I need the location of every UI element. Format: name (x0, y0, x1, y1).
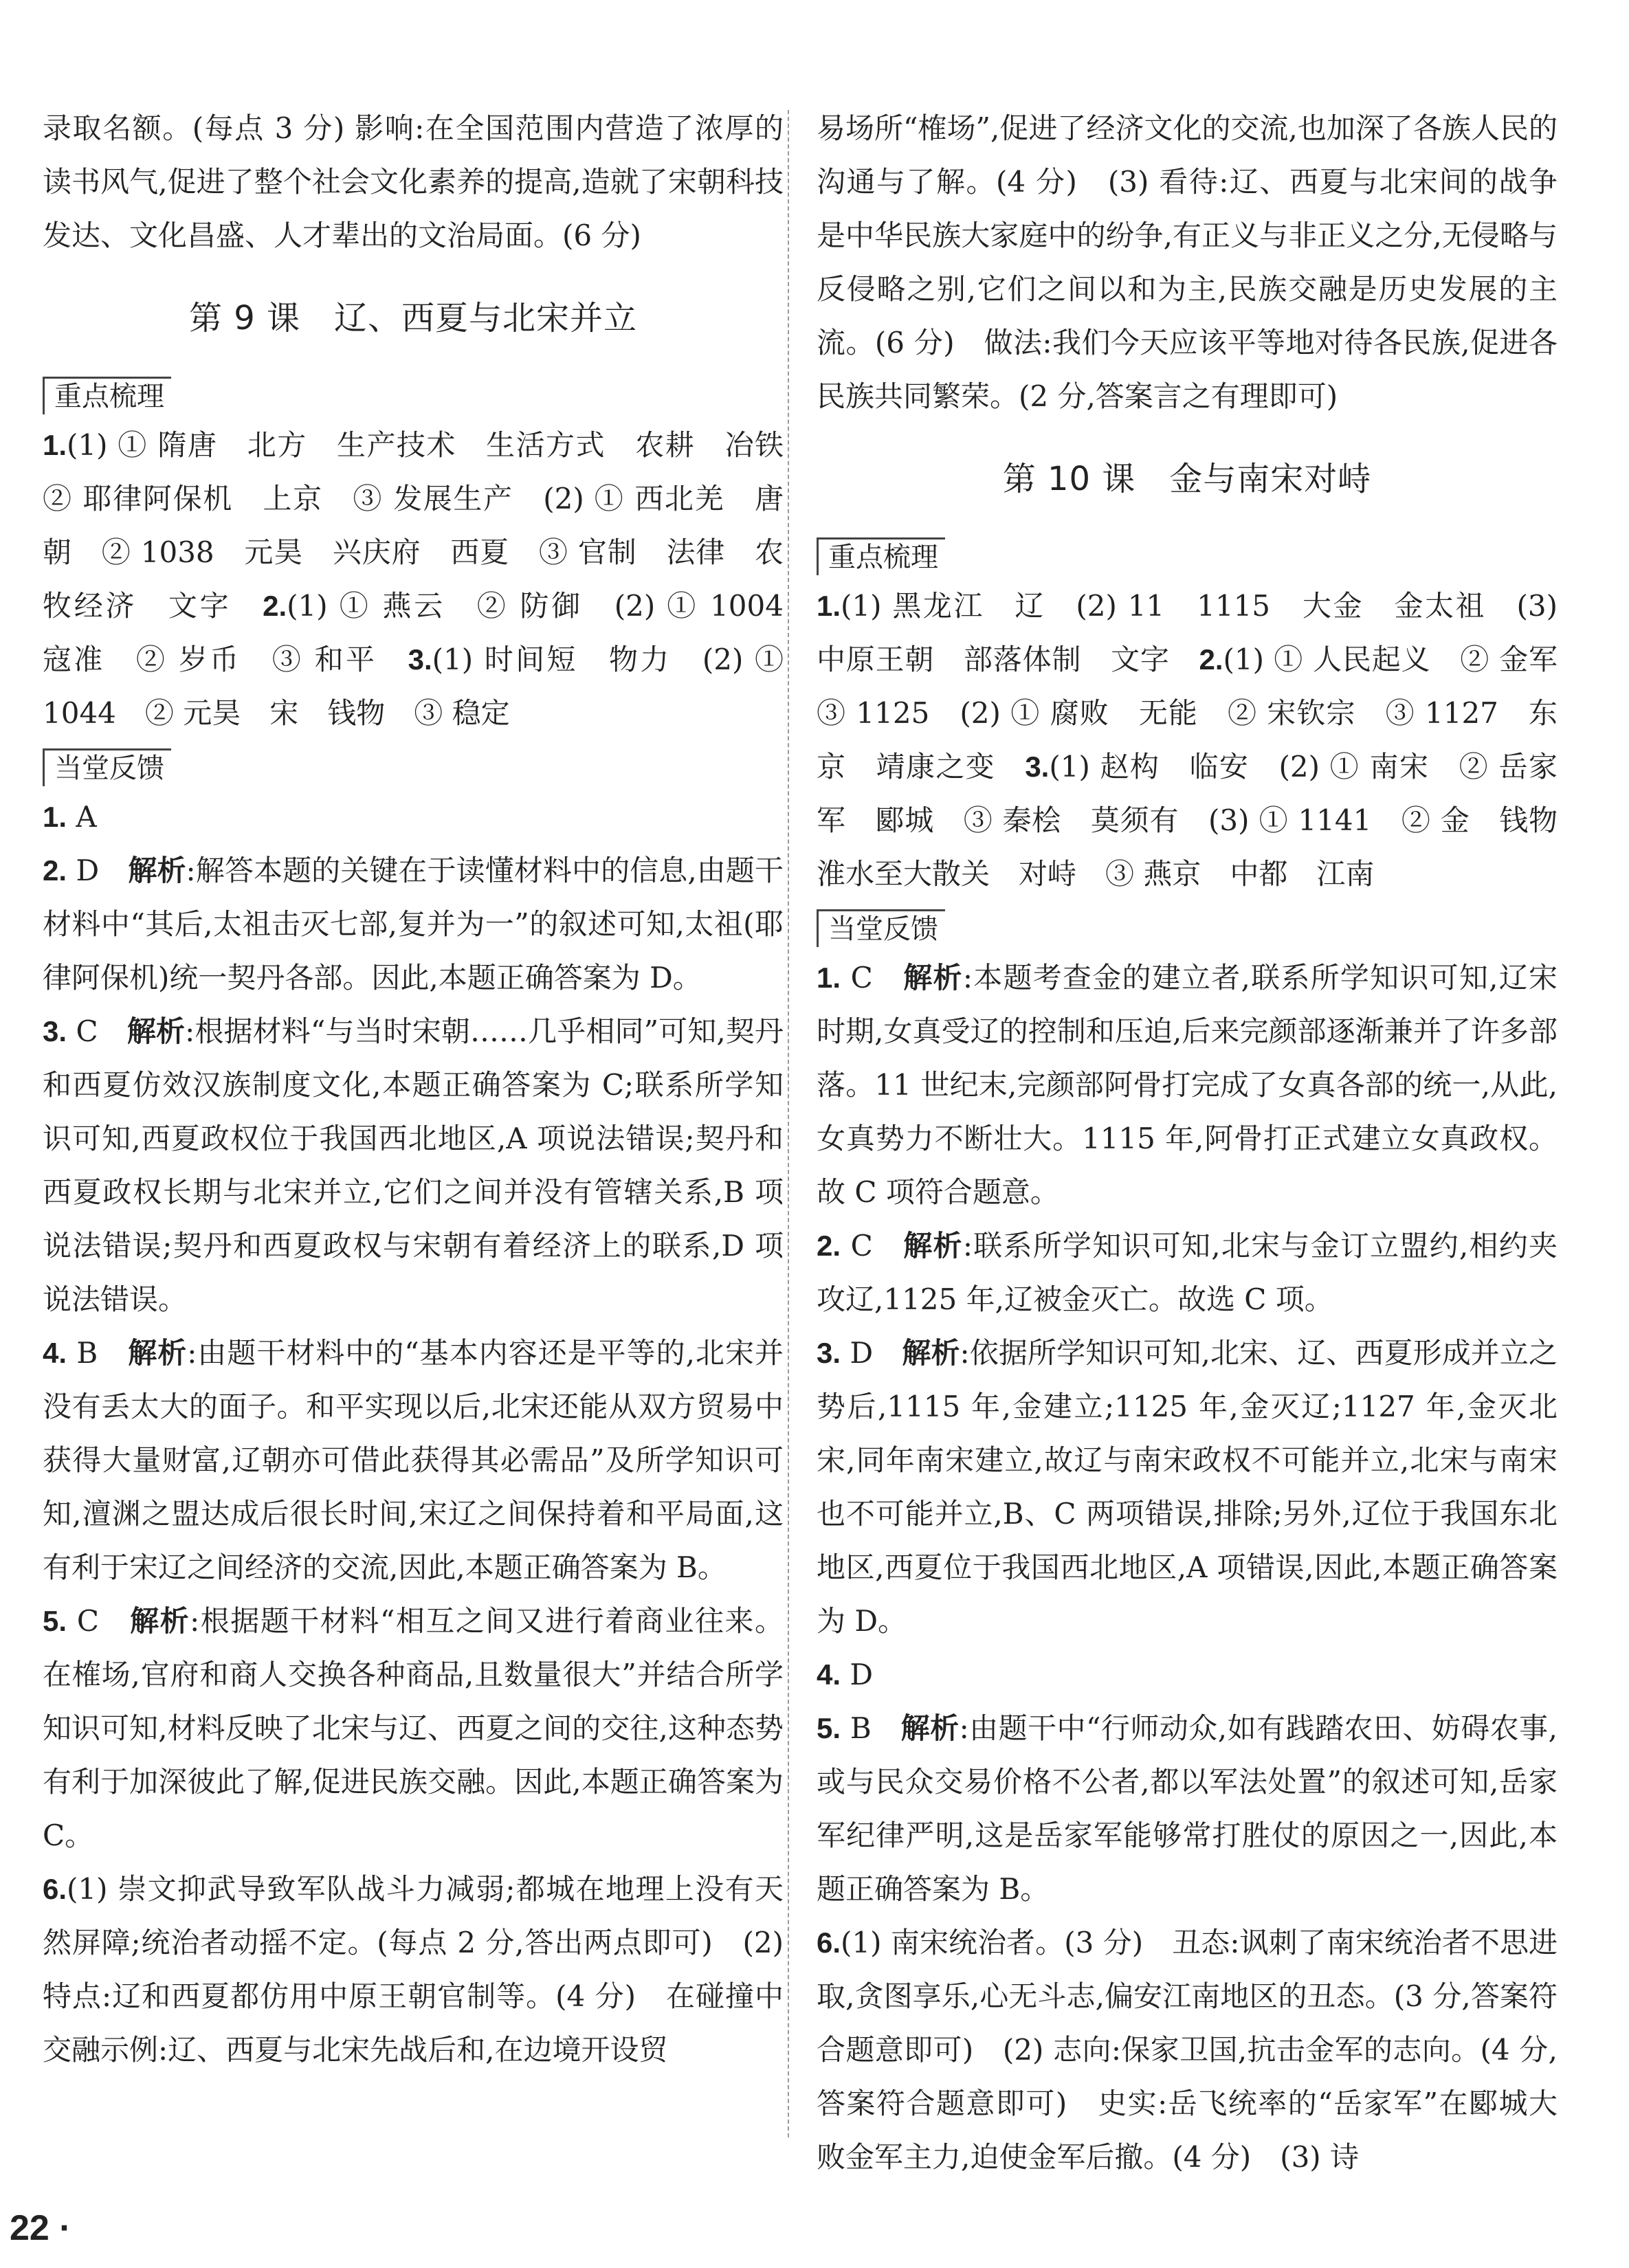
section-label: 重点梳理 (817, 537, 945, 575)
item-number: 3. (817, 1337, 841, 1369)
section-label: 重点梳理 (43, 377, 171, 414)
analysis-label: 解析 (903, 961, 963, 994)
left-feedback-4 (43, 1326, 784, 1594)
right-feedback-4 (817, 1648, 1558, 1702)
right-section-feedback (817, 901, 1558, 951)
item-number: 6. (817, 1926, 841, 1959)
analysis-text: :本题考查金的建立者,联系所学知识可知,辽宋时期,女真受辽的控制和压迫,后来完颜部逐渐兼并了许多部落。11 世纪末,完颜部阿骨打完成了女真各部的统一,从此,女真势力不断壮大。1115 年,阿骨打正式建立女真政权。故 C 项符合题意。 (817, 961, 1558, 1209)
item-number: 4. (817, 1658, 841, 1691)
lesson-10-title: 第 10 课 金与南宋对峙 (1002, 460, 1372, 498)
item-text: (1) ① 人民起义 ② 金军 ③ 1125 (2) ① 腐败 无能 ② 宋钦宗 ③ 1127 东京 靖康之变 (817, 643, 1587, 783)
analysis-label: 解析 (126, 1014, 186, 1048)
right-intro-paragraph: 易场所“榷场”,促进了经济文化的交流,也加深了各族人民的沟通与了解。(4 分) (3) 看待:辽、西夏与北宋间的战争是中华民族大家庭中的纷争,有正义与非正义之分,无侵略与反侵略之别,它们之间以和为主,民族交融是历史发展的主流。(6 分) 做法:我们今天应该平等地对待各民族,促进各民族共同繁荣。(2 分,答案言之有理即可) (817, 111, 1558, 413)
item-text: (1) ① 燕云 ② 防御 (2) ① 1004 寇准 ② 岁币 ③ 和平 (43, 589, 812, 676)
answer-letter: C (850, 1229, 873, 1263)
right-key-points (817, 579, 1587, 901)
right-column (817, 102, 1587, 2184)
lesson-9-title: 第 9 课 辽、西夏与北宋并立 (188, 299, 638, 337)
item-number: 5. (817, 1712, 841, 1744)
item-number: 5. (43, 1605, 67, 1637)
right-feedback-2 (817, 1219, 1558, 1326)
left-section-feedback (43, 740, 784, 790)
item-number: 4. (43, 1337, 67, 1369)
analysis-label: 解析 (902, 1336, 960, 1370)
analysis-label: 解析 (130, 1604, 190, 1638)
item-number: 6. (43, 1873, 67, 1905)
right-feedback-1 (817, 951, 1558, 1219)
analysis-text: :联系所学知识可知,北宋与金订立盟约,相约夹攻辽,1125 年,辽被金灭亡。故选 C 项。 (817, 1229, 1558, 1316)
right-feedback-5 (817, 1702, 1558, 1916)
analysis-label: 解析 (900, 1711, 960, 1745)
item-number: 3. (408, 643, 432, 676)
analysis-label: 解析 (903, 1229, 963, 1263)
item-number: 1. (43, 429, 67, 461)
analysis-text: (1) 崇文抑武导致军队战斗力减弱;都城在地理上没有天然屏障;统治者动摇不定。(每点 2 分,答出两点即可) (2) 特点:辽和西夏都仿用中原王朝官制等。(4 分) 在碰撞中交融示例:辽、西夏与北宋先战后和,在边境开设贸 (43, 1872, 784, 2067)
page-number: 22 · (10, 2208, 71, 2248)
section-label: 当堂反馈 (43, 748, 171, 786)
item-text: (1) ① 隋唐 北方 生产技术 生活方式 农耕 冶铁 ② 耶律阿保机 上京 ③ 发展生产 (2) ① 西北羌 唐朝 ② 1038 元昊 兴庆府 西夏 ③ 官制 法律 农牧经济 文字 (43, 428, 813, 623)
analysis-text: :根据材料“与当时宋朝……几乎相同”可知,契丹和西夏仿效汉族制度文化,本题正确答案为 C;联系所学知识可知,西夏政权位于我国西北地区,A 项说法错误;契丹和西夏政权长期与北宋并立,它们之间并没有管辖关系,B 项说法错误;契丹和西夏政权与宋朝有着经济上的联系,D 项说法错误。 (43, 1014, 784, 1316)
item-number: 1. (817, 961, 841, 994)
answer-letter: A (76, 800, 97, 834)
answer-letter: D (850, 1336, 874, 1370)
item-number: 3. (1025, 751, 1050, 783)
left-feedback-6 (43, 1863, 784, 2077)
right-feedback-3 (817, 1326, 1558, 1648)
left-feedback-2 (43, 844, 784, 1005)
left-feedback-3 (43, 1005, 784, 1326)
item-number: 1. (43, 801, 67, 833)
left-feedback-5 (43, 1594, 784, 1863)
item-text: (1) 黑龙江 辽 (2) 11 1115 大金 金太祖 (3) 中原王朝 部落体制 文字 (817, 589, 1558, 676)
analysis-text: :依据所学知识可知,北宋、辽、西夏形成并立之势后,1115 年,金建立;1125 年,金灭辽;1127 年,金灭北宋,同年南宋建立,故辽与南宋政权不可能并立,北宋与南宋也不可能并立,B、C 两项错误,排除;另外,辽位于我国东北地区,西夏位于我国西北地区,A 项错误,因此,本题正确答案为 D。 (817, 1336, 1558, 1638)
right-feedback-6 (817, 1916, 1558, 2184)
left-section-key-points (43, 368, 784, 419)
left-intro-paragraph: 录取名额。(每点 3 分) 影响:在全国范围内营造了浓厚的读书风气,促进了整个社会文化素养的提高,造就了宋朝科技发达、文化昌盛、人才辈出的文治局面。(6 分) (43, 111, 784, 252)
analysis-text: (1) 南宋统治者。(3 分) 丑态:讽刺了南宋统治者不思进取,贪图享乐,心无斗志,偏安江南地区的丑态。(3 分,答案符合题意即可) (2) 志向:保家卫国,抗击金军的志向。(4 分,答案符合题意即可) 史实:岳飞统率的“岳家军”在郾城大败金军主力,迫使金军后撤。(4 分) (3) 诗 (817, 1926, 1558, 2174)
answer-letter: C (850, 961, 873, 994)
column-divider (788, 110, 789, 2137)
item-number: 3. (43, 1015, 67, 1047)
left-column (43, 102, 813, 2077)
analysis-label: 解析 (128, 1336, 188, 1370)
left-feedback-1 (43, 790, 784, 844)
answer-letter: C (76, 1014, 98, 1048)
analysis-text: :由题干中“行师动众,如有践踏农田、妨碍农事,或与民众交易价格不公者,都以军法处置”的叙述可知,岳家军纪律严明,这是岳家军能够常打胜仗的原因之一,因此,本题正确答案为 B。 (817, 1711, 1558, 1906)
answer-letter: C (76, 1604, 100, 1638)
left-key-points (43, 419, 813, 740)
analysis-text: :解答本题的关键在于读懂材料中的信息,由题干材料中“其后,太祖击灭七部,复并为一”的叙述可知,太祖(耶律阿保机)统一契丹各部。因此,本题正确答案为 D。 (43, 854, 784, 994)
analysis-text: :由题干材料中的“基本内容还是平等的,北宋并没有丢太大的面子。和平实现以后,北宋还能从双方贸易中获得大量财富,辽朝亦可借此获得其必需品”及所学知识可知,澶渊之盟达成后很长时间,宋辽之间保持着和平局面,这有利于宋辽之间经济的交流,因此,本题正确答案为 B。 (43, 1336, 784, 1584)
item-number: 2. (817, 1230, 841, 1262)
right-section-key-points (817, 529, 1558, 579)
item-text: (1) 时间短 物力 (2) ① 1044 ② 元昊 宋 钱物 ③ 稳定 (43, 643, 784, 730)
analysis-label: 解析 (128, 854, 186, 887)
answer-letter: B (850, 1711, 872, 1745)
item-number: 2. (1199, 643, 1223, 676)
answer-letter: D (76, 854, 100, 887)
item-number: 2. (43, 854, 67, 887)
answer-letter: D (850, 1658, 874, 1691)
analysis-text: :根据题干材料“相互之间又进行着商业往来。在榷场,官府和商人交换各种商品,且数量很大”并结合所学知识可知,材料反映了北宋与辽、西夏之间的交往,这种态势有利于加深彼此了解,促进民族交融。因此,本题正确答案为 C。 (43, 1604, 784, 1852)
item-number: 1. (817, 590, 841, 622)
item-number: 2. (263, 590, 287, 622)
answer-letter: B (76, 1336, 98, 1370)
item-text: (1) 赵构 临安 (2) ① 南宋 ② 岳家军 郾城 ③ 秦桧 莫须有 (3) ① 1141 ② 金 钱物 淮水至大散关 对峙 ③ 燕京 中都 江南 (817, 750, 1587, 891)
section-label: 当堂反馈 (817, 909, 945, 947)
